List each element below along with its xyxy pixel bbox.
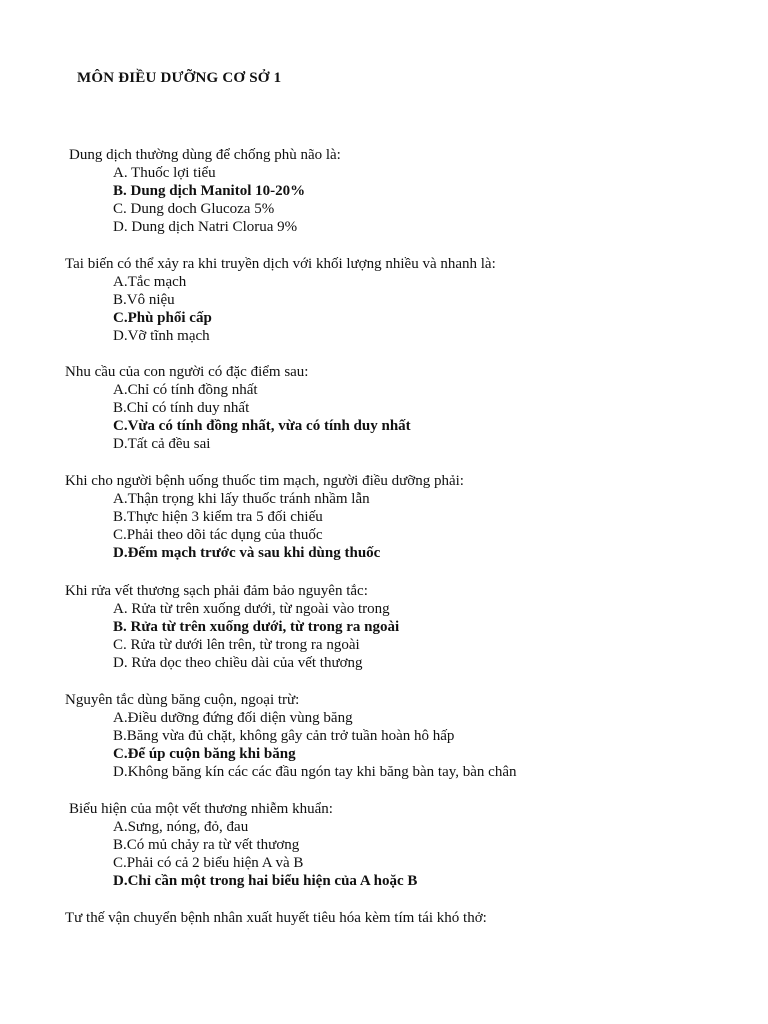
answer-option: D. Dung dịch Natri Clorua 9% (113, 219, 298, 235)
question-2 (0, 255, 760, 345)
answer-option-correct: B. Rửa từ trên xuống dưới, từ trong ra ngoài (113, 619, 400, 635)
answer-option: A.Điều dưỡng đứng đối diện vùng băng (113, 710, 353, 726)
answer-option: C. Rửa từ dưới lên trên, từ trong ra ngoài (113, 637, 360, 653)
answer-option: C.Phải có cả 2 biểu hiện A và B (113, 855, 304, 871)
answer-option: B.Băng vừa đủ chặt, không gây cản trở tuần hoàn hô hấp (113, 728, 455, 744)
question-5 (0, 582, 760, 672)
answer-option: C. Dung doch Glucoza 5% (113, 201, 275, 217)
question-text: Biểu hiện của một vết thương nhiễm khuẩn: (69, 801, 333, 817)
question-7 (0, 800, 760, 890)
answer-option: B.Vô niệu (113, 292, 175, 308)
question-text: Khi cho người bệnh uống thuốc tim mạch, người điều dưỡng phải: (65, 473, 464, 489)
answer-option-correct: C.Phù phổi cấp (113, 310, 212, 326)
document-title: MÔN ĐIỀU DƯỠNG CƠ SỞ 1 (77, 70, 282, 86)
question-text: Nhu cầu của con người có đặc điểm sau: (65, 364, 309, 380)
answer-option: B.Có mủ chảy ra từ vết thương (113, 837, 300, 853)
answer-option-correct: D.Đếm mạch trước và sau khi dùng thuốc (113, 545, 381, 561)
question-text: Tai biến có thể xảy ra khi truyền dịch với khối lượng nhiều và nhanh là: (65, 256, 496, 272)
answer-option-correct: D.Chỉ cần một trong hai biểu hiện của A hoặc B (113, 873, 418, 889)
question-text: Tư thế vận chuyển bệnh nhân xuất huyết tiêu hóa kèm tím tái khó thở: (65, 910, 487, 926)
question-6 (0, 691, 760, 781)
answer-option: D.Không băng kín các các đầu ngón tay khi băng bàn tay, bàn chân (113, 764, 517, 780)
question-text: Dung dịch thường dùng để chống phù não là: (69, 147, 341, 163)
answer-option: A.Tắc mạch (113, 274, 187, 290)
answer-option: D.Vỡ tĩnh mạch (113, 328, 210, 344)
answer-option: C.Phải theo dõi tác dụng của thuốc (113, 527, 323, 543)
answer-option: A.Thận trọng khi lấy thuốc tránh nhầm lẫn (113, 491, 370, 507)
question-1 (0, 146, 760, 236)
answer-option: A. Rửa từ trên xuống dưới, từ ngoài vào trong (113, 601, 390, 617)
answer-option: B.Chỉ có tính duy nhất (113, 400, 250, 416)
answer-option: D. Rửa dọc theo chiều dài của vết thương (113, 655, 363, 671)
question-text: Khi rửa vết thương sạch phải đảm bảo nguyên tắc: (65, 583, 368, 599)
answer-option-correct: C.Vừa có tính đồng nhất, vừa có tính duy nhất (113, 418, 411, 434)
answer-option: A.Chỉ có tính đồng nhất (113, 382, 258, 398)
question-8 (0, 909, 760, 927)
answer-option: B.Thực hiện 3 kiểm tra 5 đối chiếu (113, 509, 323, 525)
answer-option-correct: C.Để úp cuộn băng khi băng (113, 746, 296, 762)
answer-option: A.Sưng, nóng, đỏ, đau (113, 819, 249, 835)
question-4 (0, 472, 760, 562)
answer-option: A. Thuốc lợi tiểu (113, 165, 216, 181)
question-text: Nguyên tắc dùng băng cuộn, ngoại trừ: (65, 692, 300, 708)
question-3 (0, 363, 760, 453)
answer-option: D.Tất cả đều sai (113, 436, 211, 452)
answer-option-correct: B. Dung dịch Manitol 10-20% (113, 183, 306, 199)
